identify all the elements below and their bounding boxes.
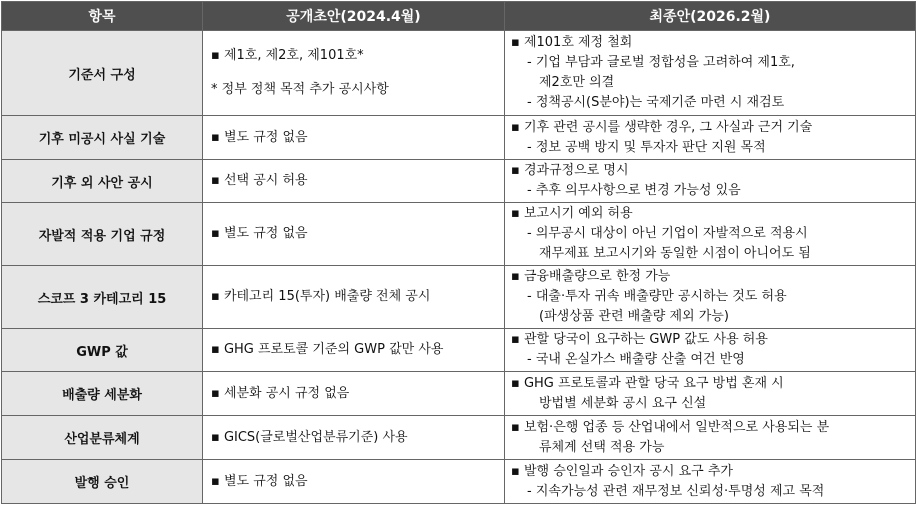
table-row xyxy=(2,160,916,203)
final-bullet-line: ▪ 발행 승인일과 승인자 공시 요구 추가 xyxy=(511,463,733,479)
row-final-cell xyxy=(505,203,916,266)
table-row xyxy=(2,372,916,416)
table-body xyxy=(2,31,916,504)
row-item-label: 자발적 적용 기업 규정 xyxy=(2,203,203,266)
final-sub-line: 류체계 선택 적용 가능 xyxy=(539,439,665,455)
draft-text-line: ▪ 제1호, 제2호, 제101호* xyxy=(211,48,364,63)
draft-text-line: ▪ GICS(글로벌산업분류기준) 사용 xyxy=(211,429,408,445)
final-bullet-line: ▪ 경과규정으로 명시 xyxy=(511,163,629,178)
row-item-label: 기후 외 사안 공시 xyxy=(2,160,203,203)
draft-text-line: ▪ 별도 규정 없음 xyxy=(211,226,308,241)
table-row xyxy=(2,116,916,160)
final-bullet-line: ▪ 제101호 제정 철회 xyxy=(511,35,633,50)
final-sub-line: - 국내 온실가스 배출량 산출 여건 반영 xyxy=(527,352,745,367)
table-row xyxy=(2,416,916,460)
row-final-cell xyxy=(505,160,916,203)
final-sub-line: - 대출·투자 귀속 배출량만 공시하는 것도 허용 xyxy=(527,289,787,304)
final-bullet-line: ▪ 보고시기 예외 허용 xyxy=(511,206,633,221)
row-item-label: 발행 승인 xyxy=(2,460,203,504)
row-draft-cell xyxy=(203,116,505,160)
final-sub-line: - 정보 공백 방지 및 투자자 판단 지원 목적 xyxy=(527,139,766,155)
final-sub-line: - 정책공시(S분야)는 국제기준 마련 시 재검토 xyxy=(527,95,785,110)
draft-text-line: * 정부 정책 목적 추가 공시사항 xyxy=(211,82,389,97)
row-draft-cell xyxy=(203,203,505,266)
row-final-cell xyxy=(505,372,916,416)
row-final-cell xyxy=(505,116,916,160)
final-sub-line: - 기업 부담과 글로벌 정합성을 고려하여 제1호, xyxy=(527,55,795,70)
draft-text-line: ▪ 카테고리 15(투자) 배출량 전체 공시 xyxy=(211,289,431,304)
row-draft-cell xyxy=(203,329,505,372)
draft-text-line: ▪ GHG 프로토콜 기준의 GWP 값만 사용 xyxy=(211,342,444,357)
row-final-cell xyxy=(505,460,916,504)
final-sub-line: - 추후 의무사항으로 변경 가능성 있음 xyxy=(527,183,741,198)
final-bullet-line: ▪ 금융배출량으로 한정 가능 xyxy=(511,269,671,284)
table-row xyxy=(2,329,916,372)
row-draft-cell xyxy=(203,266,505,329)
draft-text-line: ▪ 세분화 공시 규정 없음 xyxy=(211,385,350,401)
comparison-table xyxy=(1,1,916,504)
draft-text-line: ▪ 별도 규정 없음 xyxy=(211,473,308,489)
header-final: 최종안(2026.2월) xyxy=(505,2,916,31)
row-draft-cell xyxy=(203,460,505,504)
row-final-cell xyxy=(505,31,916,116)
final-sub-line: - 의무공시 대상이 아닌 기업이 자발적으로 적용시 xyxy=(527,226,808,241)
table-row xyxy=(2,203,916,266)
table-row xyxy=(2,460,916,504)
row-item-label: 기후 미공시 사실 기술 xyxy=(2,116,203,160)
final-sub-line: (파생상품 관련 배출량 제외 가능) xyxy=(539,309,729,324)
final-sub-line: 재무제표 보고시기와 동일한 시점이 아니어도 됨 xyxy=(539,246,811,261)
draft-text-line: ▪ 별도 규정 없음 xyxy=(211,129,308,145)
final-sub-line: - 지속가능성 관련 재무정보 신뢰성·투명성 제고 목적 xyxy=(527,483,825,499)
header-draft: 공개초안(2024.4월) xyxy=(203,2,505,31)
table-row xyxy=(2,266,916,329)
row-item-label: 배출량 세분화 xyxy=(2,372,203,416)
table-row xyxy=(2,31,916,116)
row-draft-cell xyxy=(203,372,505,416)
row-final-cell xyxy=(505,266,916,329)
row-item-label: GWP 값 xyxy=(2,329,203,372)
final-sub-line: 제2호만 의결 xyxy=(539,75,615,90)
header-item: 항목 xyxy=(2,2,203,31)
row-item-label: 산업분류체계 xyxy=(2,416,203,460)
row-final-cell xyxy=(505,329,916,372)
row-item-label: 기준서 구성 xyxy=(2,31,203,116)
row-item-label: 스코프 3 카테고리 15 xyxy=(2,266,203,329)
row-draft-cell xyxy=(203,160,505,203)
row-draft-cell xyxy=(203,416,505,460)
spacer xyxy=(211,66,498,80)
final-bullet-line: ▪ 기후 관련 공시를 생략한 경우, 그 사실과 근거 기술 xyxy=(511,119,813,135)
row-final-cell xyxy=(505,416,916,460)
draft-text-line: ▪ 선택 공시 허용 xyxy=(211,173,308,188)
final-bullet-line: ▪ 보험·은행 업종 등 산업내에서 일반적으로 사용되는 분 xyxy=(511,419,830,435)
header-row xyxy=(2,2,916,31)
final-bullet-line: ▪ GHG 프로토콜과 관할 당국 요구 방법 혼재 시 xyxy=(511,375,784,391)
row-draft-cell xyxy=(203,31,505,116)
final-sub-line: 방법별 세분화 공시 요구 신설 xyxy=(539,395,707,411)
final-bullet-line: ▪ 관할 당국이 요구하는 GWP 값도 사용 허용 xyxy=(511,332,768,347)
